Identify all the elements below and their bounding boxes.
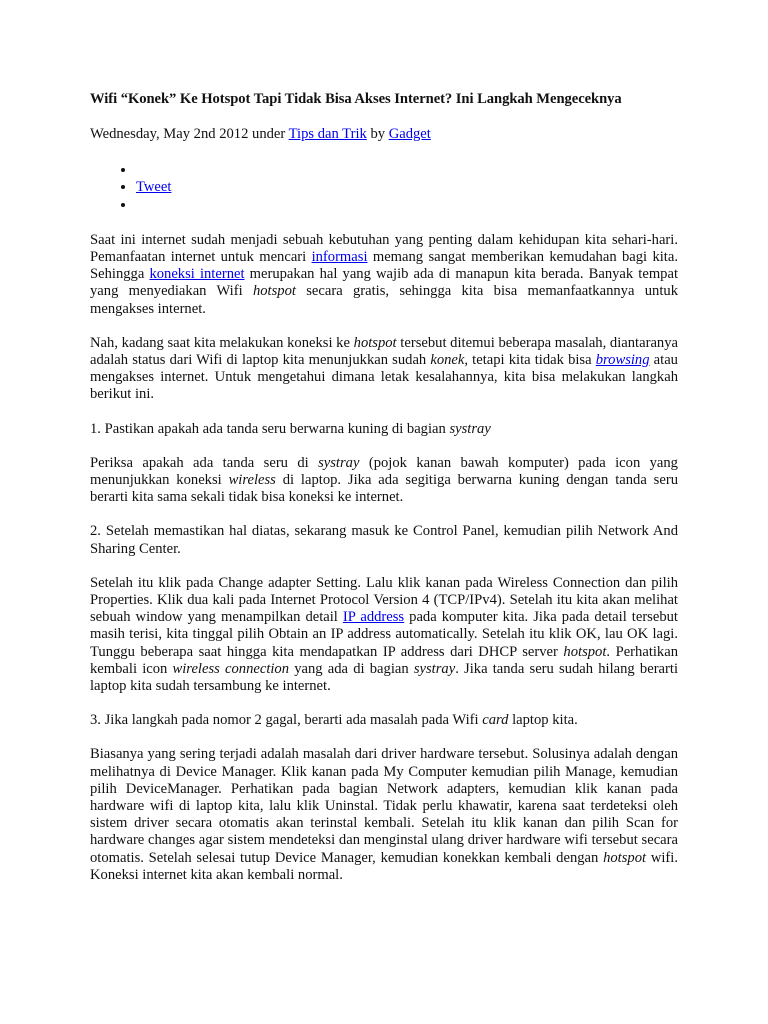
article-meta xyxy=(90,126,678,143)
article-title: Wifi “Konek” Ke Hotspot Tapi Tidak Bisa Akses Internet? Ini Langkah Mengeceknya xyxy=(90,91,622,107)
link-informasi[interactable]: informasi xyxy=(311,248,368,265)
tweet-link[interactable]: Tweet xyxy=(136,179,172,196)
step-3-heading: 3. Jika langkah pada nomor 2 gagal, berarti ada masalah pada Wifi card laptop kita. xyxy=(90,712,578,729)
paragraph-step-3: Biasanya yang sering terjadi adalah masalah dari driver hardware tersebut. Solusinya adalah dengan melihatnya di Device Manager. Klik kanan pada My Computer kemudian pilih Manage, kemudian pilih DeviceManager. Perhatikan pada bagian Network adapters, kemudian klik kanan pada hardware wifi di laptop kita, lalu klik Uninstal. Tidak perlu khawatir, karena saat terdeteksi oleh sistem driver secara otomatis akan terinstal kembali. Setelah itu klik kanan dan pilih Scan for hardware changes agar sistem mendeteksi dan menginstal ulang driver hardware wifi tersebut secara otomatis. Setelah selesai tutup Device Manager, kemudian konekkan kembali dengan hotspot wifi. Koneksi internet kita akan kembali normal. xyxy=(90,746,678,883)
link-browsing[interactable]: browsing xyxy=(595,351,650,368)
date-text: Wednesday, May 2nd 2012 under xyxy=(90,126,289,142)
article-body xyxy=(90,232,678,884)
share-item-empty-1 xyxy=(136,162,678,179)
step-2-heading: 2. Setelah memastikan hal diatas, sekarang masuk ke Control Panel, kemudian pilih Network And Sharing Center. xyxy=(90,523,678,557)
paragraph-step-1: Periksa apakah ada tanda seru di systray (pojok kanan bawah komputer) pada icon yang menunjukkan koneksi wireless di laptop. Jika ada segitiga berwarna kuning dengan tanda seru berarti kita sama sekali tidak bisa koneksi ke internet. xyxy=(90,454,678,506)
article-page xyxy=(90,90,678,884)
step-1-heading: 1. Pastikan apakah ada tanda seru berwarna kuning di bagian systray xyxy=(90,420,491,437)
share-item-tweet xyxy=(136,179,678,196)
link-koneksi-internet[interactable]: koneksi internet xyxy=(149,266,245,283)
category-link[interactable]: Tips dan Trik xyxy=(288,126,367,142)
link-ip-address[interactable]: IP address xyxy=(342,609,405,626)
paragraph-intro: Saat ini internet sudah menjadi sebuah kebutuhan yang penting dalam kehidupan kita sehari-hari. Pemanfaatan internet untuk mencari informasi memang sangat memberikan kemudahan bagi kita. Sehingga koneksi internet merupakan hal yang wajib ada di manapun kita berada. Banyak tempat yang menyediakan Wifi hotspot secara gratis, sehingga kita bisa memanfaatkannya untuk mengakses internet. xyxy=(90,231,679,317)
paragraph-problem: Nah, kadang saat kita melakukan koneksi ke hotspot tersebut ditemui beberapa masalah, diantaranya adalah status dari Wifi di laptop kita menunjukkan sudah konek, tetapi kita tidak bisa browsing atau mengakses internet. Untuk mengetahui dimana letak kesalahannya, kita bisa melakukan langkah berikut ini. xyxy=(90,334,678,403)
share-item-empty-2 xyxy=(136,197,678,214)
share-list xyxy=(90,162,678,214)
by-text: by xyxy=(366,126,389,142)
paragraph-step-2: Setelah itu klik pada Change adapter Setting. Lalu klik kanan pada Wireless Connection dan pilih Properties. Klik dua kali pada Internet Protocol Version 4 (TCP/IPv4). Setelah itu kita akan melihat sebuah window yang menampilkan detail IP address pada komputer kita. Jika pada detail tersebut masih terisi, kita tinggal pilih Obtain an IP address automatically. Setelah itu klik OK, lau OK lagi. Tunggu beberapa saat hingga kita mendapatkan IP address dari DHCP server hotspot. Perhatikan kembali icon wireless connection yang ada di bagian systray. Jika tanda seru sudah hilang berarti laptop kita sudah tersambung ke internet. xyxy=(90,574,678,695)
author-link[interactable]: Gadget xyxy=(388,126,431,142)
